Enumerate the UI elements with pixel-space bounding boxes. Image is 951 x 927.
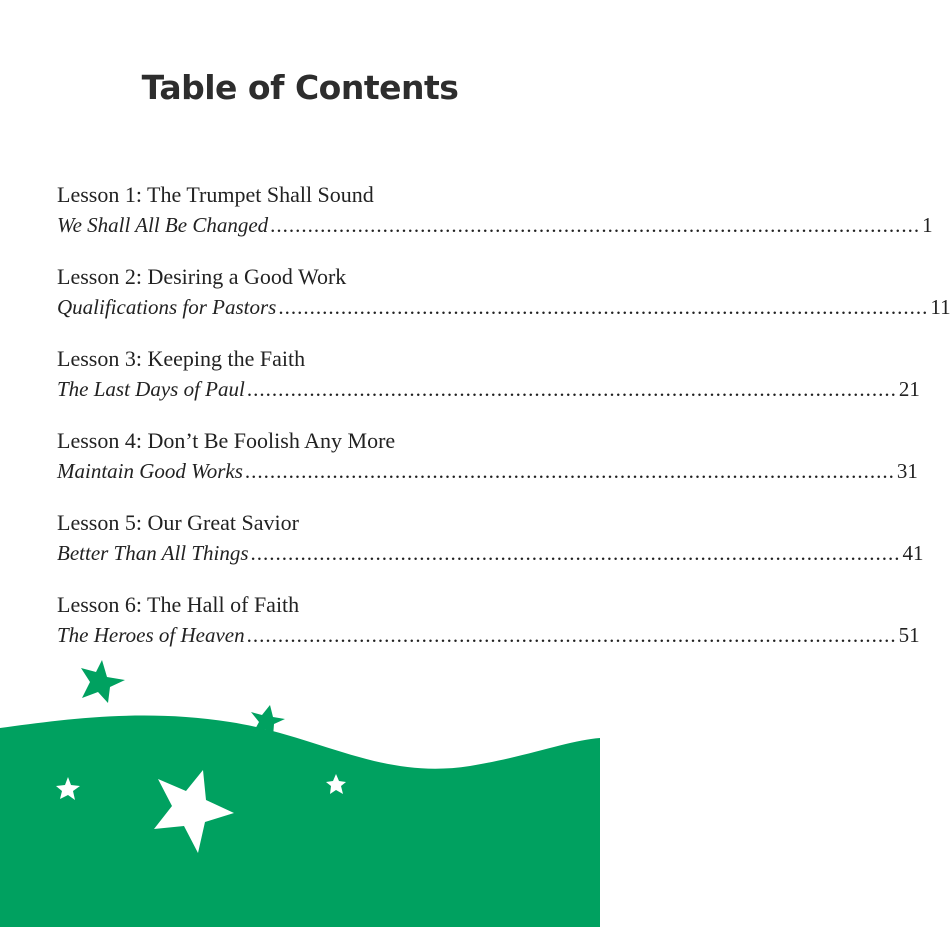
green-wave-hill [0,716,600,927]
lesson-title: Lesson 3: Keeping the Faith [57,346,306,371]
toc-entry[interactable] [57,344,920,426]
lesson-title: Lesson 4: Don’t Be Foolish Any More [57,428,396,453]
lesson-title: Lesson 2: Desiring a Good Work [57,264,347,289]
toc-entry[interactable] [57,508,924,590]
dot-leader: ........................................................................................................ [250,541,901,565]
dot-leader: ........................................................................................................ [246,623,897,647]
toc-entry[interactable] [57,180,933,262]
toc-subtitle-row [57,292,951,322]
toc-entry[interactable] [57,426,918,508]
toc-entry[interactable] [57,262,951,344]
page-number: 21 [898,377,920,401]
page-number: 41 [902,541,924,565]
toc-subtitle-row [57,456,918,486]
lesson-title: Lesson 6: The Hall of Faith [57,592,300,617]
table-of-contents [57,180,951,672]
dot-leader: ........................................................................................................ [270,213,921,237]
page-number: 1 [922,213,933,237]
dot-leader: ........................................................................................................ [278,295,929,319]
lesson-subtitle: The Heroes of Heaven [57,623,245,647]
lesson-subtitle: The Last Days of Paul [57,377,245,401]
page-number: 51 [898,623,920,647]
dot-leader: ........................................................................................................ [244,459,895,483]
lesson-subtitle: Maintain Good Works [57,459,243,483]
toc-subtitle-row [57,210,933,240]
lesson-subtitle: Qualifications for Pastors [57,295,277,319]
toc-entry[interactable] [57,590,920,672]
dot-leader: ........................................................................................................ [246,377,897,401]
lesson-subtitle: We Shall All Be Changed [57,213,269,237]
lesson-title: Lesson 1: The Trumpet Shall Sound [57,182,374,207]
lesson-subtitle: Better Than All Things [57,541,249,565]
toc-subtitle-row [57,374,920,404]
lesson-title: Lesson 5: Our Great Savior [57,510,299,535]
toc-subtitle-row [57,538,924,568]
page-number: 11 [930,295,951,319]
page-number: 31 [896,459,918,483]
page-title: Table of Contents [141,68,459,107]
toc-subtitle-row [57,620,920,650]
